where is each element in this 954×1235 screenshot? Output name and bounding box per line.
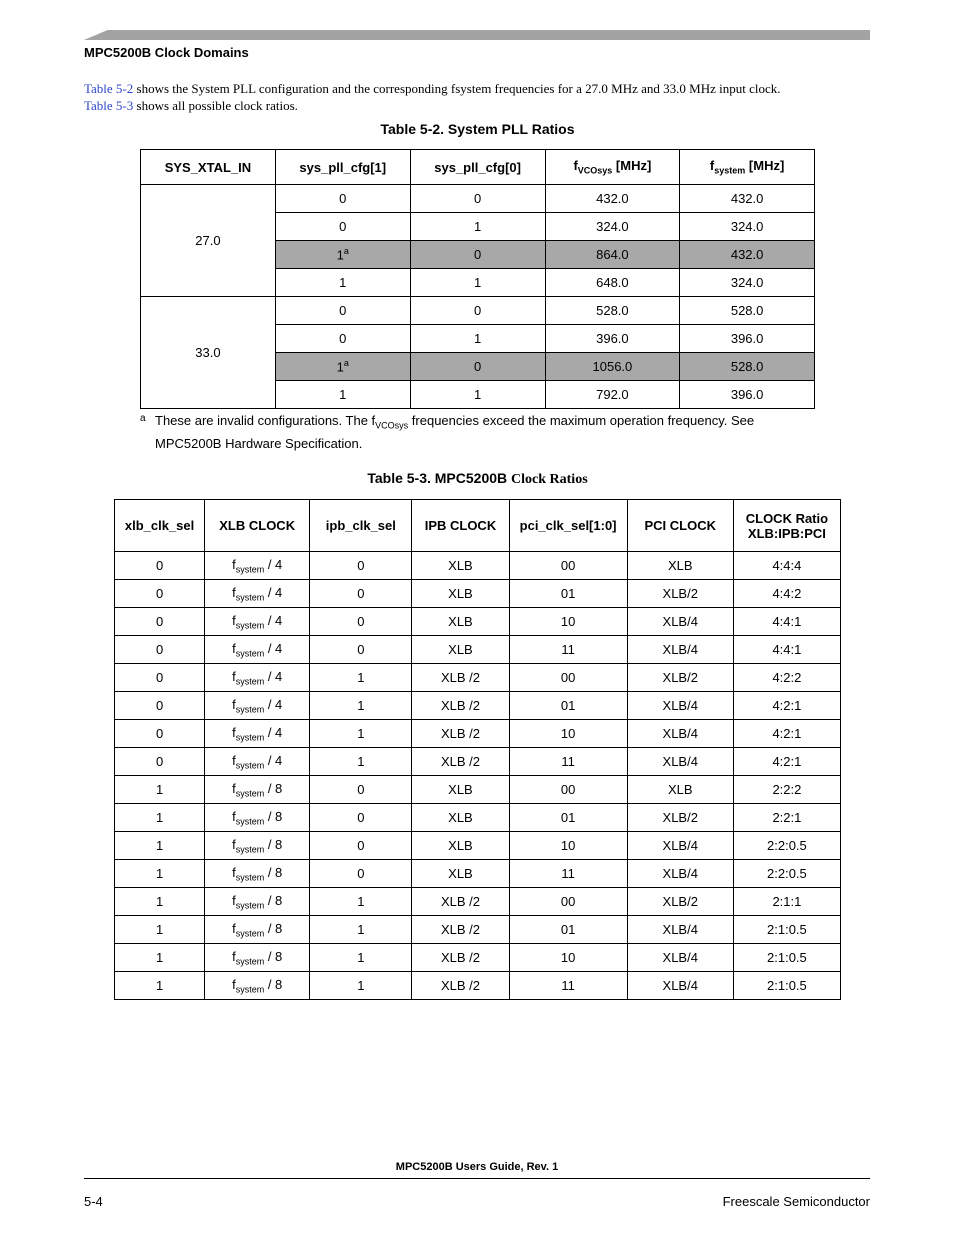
ipb-clk-sel-cell: 0 — [310, 608, 412, 636]
ipb-clk-sel-cell: 0 — [310, 580, 412, 608]
footer-divider — [84, 1178, 870, 1179]
pci-clock-cell: XLB/4 — [627, 832, 733, 860]
header-xlb-clock: XLB CLOCK — [205, 500, 310, 552]
pci-clock-cell: XLB/4 — [627, 748, 733, 776]
ipb-clk-sel-cell: 0 — [310, 832, 412, 860]
fvco-cell: 324.0 — [545, 213, 680, 241]
fvco-cell: 396.0 — [545, 325, 680, 353]
clock-ratio-cell: 2:1:0.5 — [733, 944, 840, 972]
header-bar — [84, 30, 870, 40]
ipb-clk-sel-cell: 1 — [310, 720, 412, 748]
clock-ratio-cell: 4:2:1 — [733, 720, 840, 748]
table-row — [115, 748, 841, 776]
ipb-clock-cell: XLB /2 — [412, 888, 509, 916]
pci-clk-sel-cell: 00 — [509, 776, 627, 804]
clock-ratio-cell: 4:2:1 — [733, 692, 840, 720]
table-5-3-link[interactable]: Table 5-3 — [84, 98, 134, 113]
fvco-cell: 432.0 — [545, 185, 680, 213]
pci-clock-cell: XLB/4 — [627, 720, 733, 748]
ipb-clk-sel-cell: 1 — [310, 748, 412, 776]
cfg1-cell: 1$^a$ — [275, 353, 410, 381]
xlb-clock-cell: $f_{system} / 4$ — [205, 580, 310, 608]
ipb-clock-cell: XLB /2 — [412, 972, 509, 1000]
ipb-clock-cell: XLB /2 — [412, 692, 509, 720]
xlb-clk-sel-cell: 1 — [115, 944, 205, 972]
fvco-cell: 528.0 — [545, 297, 680, 325]
pci-clock-cell: XLB/4 — [627, 860, 733, 888]
table-5-3-caption: Table 5-3. MPC5200B Clock Ratios — [367, 470, 588, 487]
ipb-clock-cell: XLB — [412, 580, 509, 608]
intro-text-2: shows all possible clock ratios. — [133, 98, 298, 113]
fsystem-cell: 324.0 — [680, 213, 815, 241]
table-row — [115, 888, 841, 916]
ipb-clock-cell: XLB /2 — [412, 720, 509, 748]
header-xlb-clk-sel: xlb_clk_sel — [115, 500, 205, 552]
ipb-clock-cell: XLB — [412, 552, 509, 580]
ipb-clk-sel-cell: 0 — [310, 860, 412, 888]
pci-clk-sel-cell: 00 — [509, 888, 627, 916]
system-pll-ratios-table — [140, 149, 815, 409]
cfg1-cell: 0 — [275, 325, 410, 353]
xlb-clock-cell: $f_{system} / 8$ — [205, 972, 310, 1000]
pci-clock-cell: XLB/4 — [627, 692, 733, 720]
fsystem-cell: 396.0 — [680, 325, 815, 353]
xlb-clk-sel-cell: 1 — [115, 888, 205, 916]
pci-clock-cell: XLB/2 — [627, 580, 733, 608]
xlb-clock-cell: $f_{system} / 4$ — [205, 748, 310, 776]
ipb-clock-cell: XLB — [412, 860, 509, 888]
xlb-clock-cell: $f_{system} / 4$ — [205, 552, 310, 580]
ipb-clock-cell: XLB — [412, 776, 509, 804]
pci-clk-sel-cell: 01 — [509, 804, 627, 832]
cfg1-cell: 0 — [275, 213, 410, 241]
footnote-mark: a — [140, 413, 146, 424]
ipb-clock-cell: XLB /2 — [412, 664, 509, 692]
table-footnote: a These are invalid configurations. The $f_{VCOsys}$ frequencies exceed the maximum operation frequency. See MPC5200B Hardware Specification. — [140, 412, 820, 452]
xlb-clk-sel-cell: 0 — [115, 608, 205, 636]
table-5-2-link[interactable]: Table 5-2 — [84, 81, 134, 96]
pci-clock-cell: XLB — [627, 552, 733, 580]
xlb-clk-sel-cell: 0 — [115, 580, 205, 608]
xlb-clock-cell: $f_{system} / 4$ — [205, 636, 310, 664]
header-fsystem: $f_{system}$ [MHz] — [680, 150, 815, 185]
cfg0-cell: 1 — [410, 381, 545, 409]
fvco-cell: 648.0 — [545, 269, 680, 297]
xlb-clk-sel-cell: 1 — [115, 916, 205, 944]
cfg0-cell: 1 — [410, 325, 545, 353]
fsystem-cell: 528.0 — [680, 353, 815, 381]
cfg1-cell: 0 — [275, 185, 410, 213]
cfg0-cell: 0 — [410, 241, 545, 269]
xlb-clk-sel-cell: 0 — [115, 552, 205, 580]
pci-clock-cell: XLB/4 — [627, 916, 733, 944]
header-ipb-clock: IPB CLOCK — [412, 500, 509, 552]
clock-ratio-cell: 4:4:2 — [733, 580, 840, 608]
pci-clock-cell: XLB/4 — [627, 636, 733, 664]
clock-ratio-cell: 2:2:0.5 — [733, 860, 840, 888]
table-row — [115, 776, 841, 804]
pci-clk-sel-cell: 11 — [509, 860, 627, 888]
table-header-row — [115, 500, 841, 552]
ipb-clk-sel-cell: 0 — [310, 804, 412, 832]
section-title: MPC5200B Clock Domains — [84, 45, 249, 60]
ipb-clock-cell: XLB — [412, 636, 509, 664]
cfg0-cell: 1 — [410, 213, 545, 241]
table-row — [115, 692, 841, 720]
clock-ratios-table — [114, 499, 841, 1000]
xlb-clk-sel-cell: 1 — [115, 860, 205, 888]
xlb-clock-cell: $f_{system} / 8$ — [205, 832, 310, 860]
fsystem-cell: 432.0 — [680, 185, 815, 213]
cfg1-cell: 1 — [275, 269, 410, 297]
table-5-2-caption: Table 5-2. System PLL Ratios — [380, 121, 575, 137]
ipb-clock-cell: XLB — [412, 804, 509, 832]
fvco-cell: 792.0 — [545, 381, 680, 409]
fsystem-cell: 396.0 — [680, 381, 815, 409]
cfg1-cell: 1 — [275, 381, 410, 409]
pci-clk-sel-cell: 01 — [509, 580, 627, 608]
ipb-clk-sel-cell: 0 — [310, 552, 412, 580]
clock-ratio-cell: 2:2:0.5 — [733, 832, 840, 860]
pci-clock-cell: XLB/2 — [627, 664, 733, 692]
cfg0-cell: 1 — [410, 269, 545, 297]
pci-clock-cell: XLB/2 — [627, 804, 733, 832]
pci-clk-sel-cell: 11 — [509, 636, 627, 664]
xlb-clock-cell: $f_{system} / 8$ — [205, 860, 310, 888]
cfg1-cell: 1$^a$ — [275, 241, 410, 269]
pci-clk-sel-cell: 10 — [509, 832, 627, 860]
pci-clk-sel-cell: 01 — [509, 916, 627, 944]
fvco-cell: 864.0 — [545, 241, 680, 269]
xlb-clock-cell: $f_{system} / 8$ — [205, 888, 310, 916]
pci-clk-sel-cell: 11 — [509, 972, 627, 1000]
xlb-clk-sel-cell: 0 — [115, 692, 205, 720]
ipb-clock-cell: XLB /2 — [412, 944, 509, 972]
ipb-clk-sel-cell: 0 — [310, 636, 412, 664]
fsystem-cell: 528.0 — [680, 297, 815, 325]
page-number: 5-4 — [84, 1194, 103, 1209]
clock-ratio-cell: 4:4:1 — [733, 608, 840, 636]
table-row — [115, 804, 841, 832]
ipb-clk-sel-cell: 1 — [310, 692, 412, 720]
xlb-clock-cell: $f_{system} / 8$ — [205, 916, 310, 944]
ipb-clk-sel-cell: 1 — [310, 944, 412, 972]
pci-clock-cell: XLB/2 — [627, 888, 733, 916]
table-row — [115, 552, 841, 580]
header-sys-pll-cfg1: sys_pll_cfg[1] — [275, 150, 410, 185]
fsystem-cell: 324.0 — [680, 269, 815, 297]
clock-ratio-cell: 2:1:0.5 — [733, 972, 840, 1000]
clock-ratio-cell: 2:2:2 — [733, 776, 840, 804]
pci-clk-sel-cell: 10 — [509, 720, 627, 748]
xlb-clock-cell: $f_{system} / 8$ — [205, 776, 310, 804]
table-row — [115, 664, 841, 692]
ipb-clock-cell: XLB — [412, 608, 509, 636]
fsystem-cell: 432.0 — [680, 241, 815, 269]
xlb-clock-cell: $f_{system} / 4$ — [205, 692, 310, 720]
ipb-clk-sel-cell: 1 — [310, 916, 412, 944]
intro-paragraph — [84, 80, 874, 114]
ipb-clock-cell: XLB /2 — [412, 916, 509, 944]
table-row — [115, 832, 841, 860]
intro-text-1: shows the System PLL configuration and the corresponding fsystem frequencies for a 27.0 MHz and 33.0 MHz input clock. — [133, 81, 781, 96]
cfg0-cell: 0 — [410, 297, 545, 325]
table-row — [115, 580, 841, 608]
pci-clock-cell: XLB/4 — [627, 944, 733, 972]
table-row — [115, 720, 841, 748]
xlb-clk-sel-cell: 0 — [115, 748, 205, 776]
ipb-clock-cell: XLB /2 — [412, 748, 509, 776]
xlb-clock-cell: $f_{system} / 4$ — [205, 608, 310, 636]
pci-clk-sel-cell: 11 — [509, 748, 627, 776]
clock-ratio-cell: 4:2:2 — [733, 664, 840, 692]
header-ipb-clk-sel: ipb_clk_sel — [310, 500, 412, 552]
xlb-clock-cell: $f_{system} / 4$ — [205, 720, 310, 748]
pci-clock-cell: XLB/4 — [627, 608, 733, 636]
header-clock-ratio: CLOCK Ratio XLB:IPB:PCI — [733, 500, 840, 552]
ipb-clk-sel-cell: 1 — [310, 664, 412, 692]
xlb-clk-sel-cell: 0 — [115, 664, 205, 692]
xlb-clk-sel-cell: 1 — [115, 832, 205, 860]
table-row — [115, 636, 841, 664]
ipb-clk-sel-cell: 1 — [310, 888, 412, 916]
pci-clk-sel-cell: 00 — [509, 552, 627, 580]
clock-ratio-cell: 4:4:4 — [733, 552, 840, 580]
table-row — [115, 860, 841, 888]
clock-ratio-cell: 4:2:1 — [733, 748, 840, 776]
table-row — [141, 185, 815, 213]
xlb-clk-sel-cell: 1 — [115, 776, 205, 804]
xlb-clock-cell: $f_{system} / 4$ — [205, 664, 310, 692]
ipb-clk-sel-cell: 0 — [310, 776, 412, 804]
table-row — [115, 608, 841, 636]
table-row — [141, 297, 815, 325]
clock-ratio-cell: 2:1:1 — [733, 888, 840, 916]
header-pci-clk-sel: pci_clk_sel[1:0] — [509, 500, 627, 552]
fvco-cell: 1056.0 — [545, 353, 680, 381]
table-row — [115, 972, 841, 1000]
xlb-clk-sel-cell: 1 — [115, 804, 205, 832]
xlb-clock-cell: $f_{system} / 8$ — [205, 804, 310, 832]
clock-ratio-cell: 4:4:1 — [733, 636, 840, 664]
clock-ratio-cell: 2:1:0.5 — [733, 916, 840, 944]
ipb-clock-cell: XLB — [412, 832, 509, 860]
cfg0-cell: 0 — [410, 185, 545, 213]
table-row — [115, 916, 841, 944]
table-row — [115, 944, 841, 972]
table-header-row — [141, 150, 815, 185]
ipb-clk-sel-cell: 1 — [310, 972, 412, 1000]
header-sys-pll-cfg0: sys_pll_cfg[0] — [410, 150, 545, 185]
pci-clock-cell: XLB — [627, 776, 733, 804]
header-pci-clock: PCI CLOCK — [627, 500, 733, 552]
xlb-clk-sel-cell: 1 — [115, 972, 205, 1000]
pci-clk-sel-cell: 10 — [509, 608, 627, 636]
xtal-cell: 33.0 — [141, 297, 276, 409]
pci-clk-sel-cell: 00 — [509, 664, 627, 692]
pci-clock-cell: XLB/4 — [627, 972, 733, 1000]
cfg1-cell: 0 — [275, 297, 410, 325]
xlb-clk-sel-cell: 0 — [115, 720, 205, 748]
company-name: Freescale Semiconductor — [722, 1194, 870, 1209]
clock-ratio-cell: 2:2:1 — [733, 804, 840, 832]
header-sys-xtal-in: SYS_XTAL_IN — [141, 150, 276, 185]
xlb-clk-sel-cell: 0 — [115, 636, 205, 664]
pci-clk-sel-cell: 01 — [509, 692, 627, 720]
header-fvcosys: $f_{VCOsys}$ [MHz] — [545, 150, 680, 185]
xtal-cell: 27.0 — [141, 185, 276, 297]
footer-doc-title: MPC5200B Users Guide, Rev. 1 — [395, 1161, 559, 1173]
pci-clk-sel-cell: 10 — [509, 944, 627, 972]
xlb-clock-cell: $f_{system} / 8$ — [205, 944, 310, 972]
cfg0-cell: 0 — [410, 353, 545, 381]
